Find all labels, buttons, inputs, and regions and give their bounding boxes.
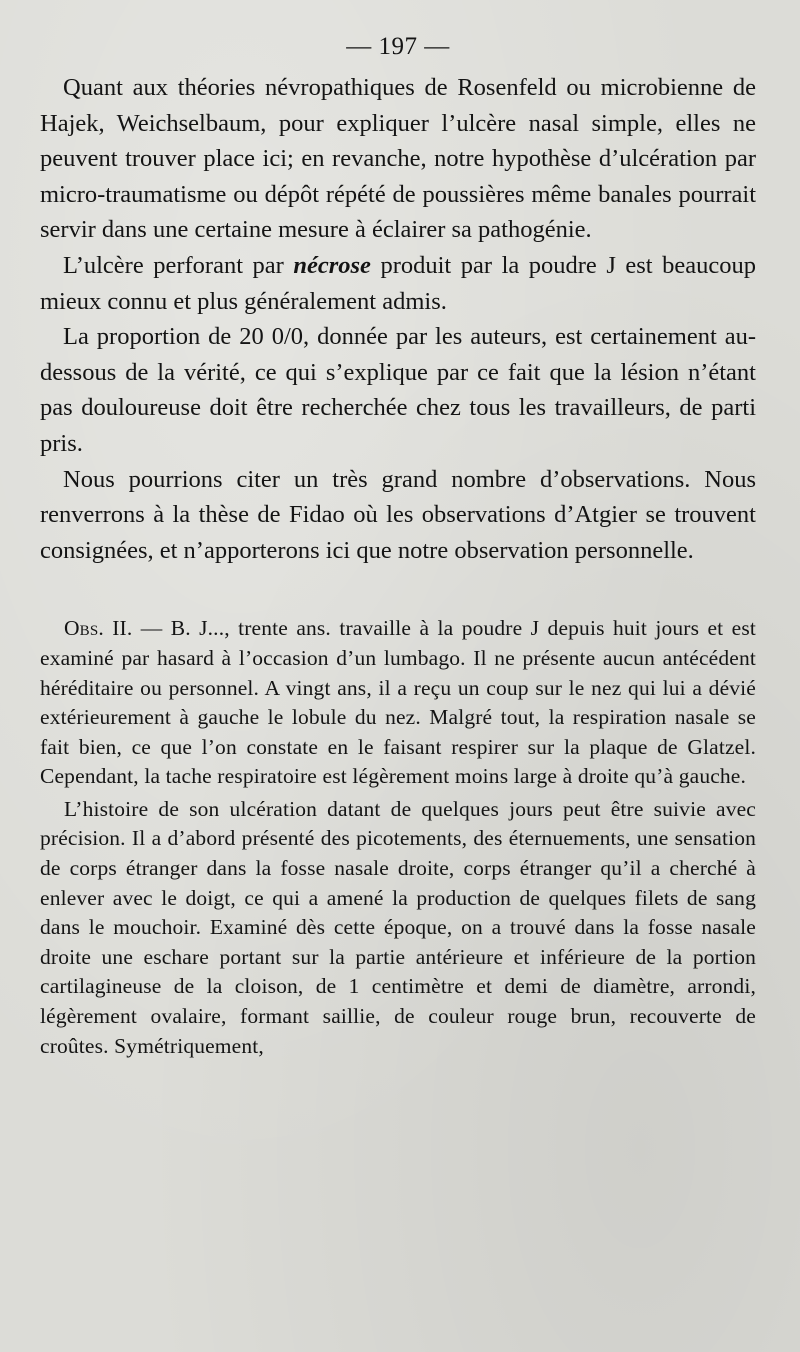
observation-history-paragraph: L’histoire de son ulcération datant de quelques jours peut être suivie avec précision. Il a d’abord présenté des picotements, des éternuements, une sensation de corps étranger dans la fosse nasale droite, corps étranger qu’il a cherché à enlever avec le doigt, ce qui a amené la production de quelques filets de sang dans le mouchoir. Examiné dès cette époque, on a trouvé dans la fosse nasale droite une eschare portant sur la partie antérieure et inférieure de la portion cartilagineuse de la cloison, de 1 centimètre et demi de diamètre, arrondi, légèrement ovalaire, formant saillie, de couleur rouge brun, recouverte de croûtes. Symétriquement,	[40, 796, 756, 1058]
emphasis-necrose: nécrose	[293, 251, 371, 279]
paragraph-ulcere-after: produit par la poudre J est beaucoup mieux connu et plus généralement admis.	[40, 251, 756, 315]
page-number: — 197 —	[346, 33, 450, 60]
observation-text: II. — B. J..., trente ans. travaille à la poudre J depuis huit jours et est examiné par hasard à l’occasion d’un lumbago. Il ne présente aucun antécédent héréditaire ou personnel. A vingt ans, il a reçu un coup sur le nez qui lui a dévié extérieurement à gauche le lobule du nez. Malgré tout, la respiration nasale se fait bien, ce que l’on constate en le faisant respirer sur la plaque de Glatzel. Cependant, la tache respiratoire est légèrement moins large à droite qu’à gauche.	[40, 616, 756, 789]
paragraph-ulcere-perforant	[40, 248, 756, 319]
paragraph-observations: Nous pourrions citer un très grand nombre d’observations. Nous renverrons à la thèse de Fidao où les observations d’Atgier se trouvent consignées, et n’apporterons ici que notre observation personnelle.	[40, 465, 756, 564]
observation-label: Obs.	[64, 616, 104, 641]
paragraph-theories: Quant aux théories névropathiques de Rosenfeld ou microbienne de Hajek, Weichselbaum, pour expliquer l’ulcère nasal simple, elles ne peuvent trouver place ici; en revanche, notre hypothèse d’ulcération par micro-traumatisme ou dépôt répété de poussières même banales pourrait servir dans une certaine mesure à éclairer sa pathogénie.	[40, 74, 756, 244]
paragraph-ulcere-before: L’ulcère perforant par	[63, 251, 294, 279]
section-gap	[40, 568, 756, 614]
paragraph-proportion: La proportion de 20 0/0, donnée par les auteurs, est certainement au-dessous de la vérité, ce qui s’explique par ce fait que la lésion n’étant pas douloureuse doit être recherchée chez tous les travailleurs, de parti pris.	[40, 323, 756, 457]
observation-paragraph	[40, 614, 756, 792]
